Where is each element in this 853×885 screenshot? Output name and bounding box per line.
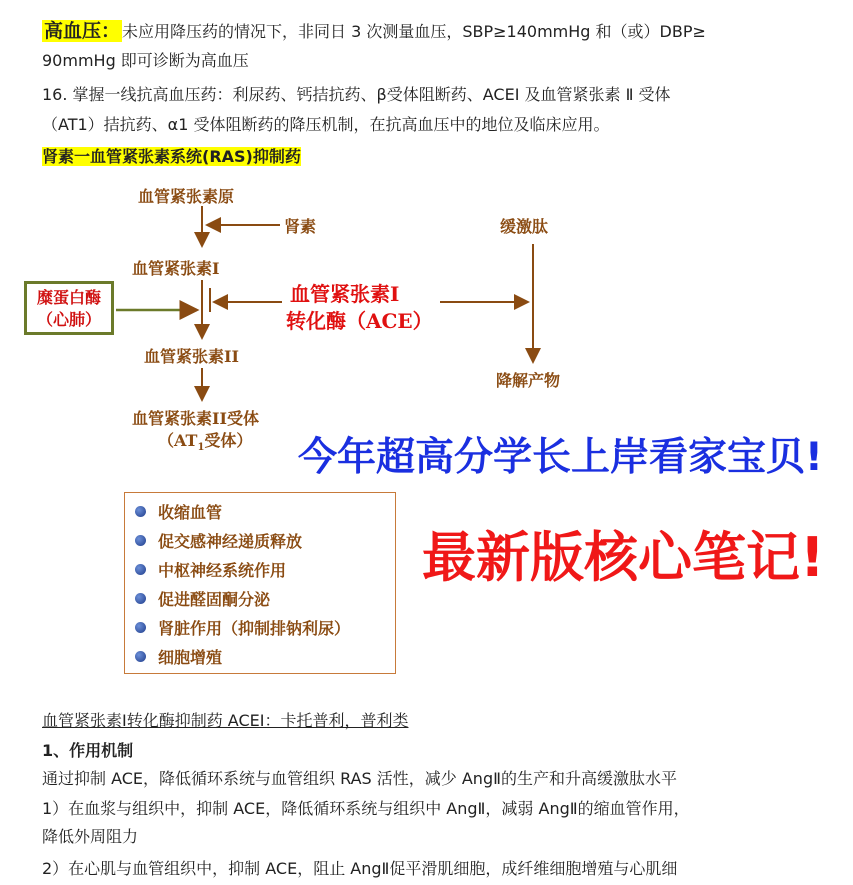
effect-label: 促进醛固酮分泌 xyxy=(158,589,271,609)
acei-paragraph-4: 2）在心肌与血管组织中，抑制 ACE，阻止 AngⅡ促平滑肌细胞，成纤维细胞增殖与心肌细 xyxy=(42,859,678,878)
acei-paragraph-1: 通过抑制 ACE，降低循环系统与血管组织 RAS 活性，减少 AngⅡ的生产和升高缓激肽水平 xyxy=(42,769,677,788)
effect-label: 收缩血管 xyxy=(158,502,223,522)
effects-box xyxy=(124,492,396,674)
effect-item xyxy=(135,586,270,610)
acei-paragraph-2: 1）在血浆与组织中，抑制 ACE，降低循环系统与组织中 AngⅡ，减弱 AngⅡ的缩血管作用， xyxy=(42,799,690,818)
promo-line-1: 今年超高分学长上岸看家宝贝! xyxy=(298,435,823,480)
section-title-text: 肾素一血管紧张素系统(RAS)抑制药 xyxy=(42,147,301,166)
effect-item xyxy=(135,615,350,639)
label-renin: 肾素 xyxy=(284,217,317,236)
intro-line-2: 90mmHg 即可诊断为高血压 xyxy=(42,51,249,70)
label-ace-line2: 转化酶（ACE） xyxy=(286,309,433,333)
intro-line-4: （AT1）拮抗药、α1 受体阻断药的降压机制，在抗高血压中的地位及临床应用。 xyxy=(42,115,610,134)
chymase-line2: （心肺） xyxy=(36,310,101,329)
acei-paragraph-3: 降低外周阻力 xyxy=(42,827,139,846)
effect-label: 肾脏作用（抑制排钠利尿） xyxy=(158,618,351,638)
label-at1-receptor xyxy=(158,428,252,453)
acei-subheading-mechanism: 1、作用机制 xyxy=(42,741,134,760)
label-degradation-products: 降解产物 xyxy=(496,371,561,390)
label-at-receptor: 血管紧张素II受体 xyxy=(132,409,259,428)
bullet-icon xyxy=(135,622,146,633)
intro-line-3: 16. 掌握一线抗高血压药：利尿药、钙拮抗药、β受体阻断药、ACEI 及血管紧张素 Ⅱ 受体 xyxy=(42,85,671,104)
hypertension-definition: 未应用降压药的情况下，非同日 3 次测量血压，SBP≥140mmHg 和（或）DBP≥ xyxy=(122,22,706,41)
label-angiotensin-1: 血管紧张素I xyxy=(132,259,220,278)
label-angiotensinogen: 血管紧张素原 xyxy=(138,187,235,206)
label-ace-line1: 血管紧张素I xyxy=(290,282,400,306)
receptor-line2-a: （AT xyxy=(158,431,198,450)
acei-heading: 血管紧张素Ⅰ转化酶抑制药 ACEI：卡托普利，普利类 xyxy=(42,711,409,730)
bullet-icon xyxy=(135,593,146,604)
receptor-subscript: 1 xyxy=(197,442,205,454)
effect-item xyxy=(135,528,302,552)
chymase-box xyxy=(24,281,114,335)
label-bradykinin: 缓激肽 xyxy=(500,217,549,236)
term-hypertension: 高血压： xyxy=(44,20,121,42)
bullet-icon xyxy=(135,535,146,546)
bullet-icon xyxy=(135,651,146,662)
effect-label: 促交感神经递质释放 xyxy=(158,531,303,551)
effect-label: 细胞增殖 xyxy=(158,647,223,667)
chymase-line1: 糜蛋白酶 xyxy=(36,288,101,307)
label-angiotensin-2: 血管紧张素II xyxy=(144,347,239,366)
promo-line-2: 最新版核心笔记! xyxy=(422,526,825,589)
bullet-icon xyxy=(135,506,146,517)
effect-label: 中枢神经系统作用 xyxy=(158,560,287,580)
receptor-line2-b: 受体） xyxy=(204,431,253,450)
effect-item xyxy=(135,644,222,668)
effect-item xyxy=(135,499,222,523)
effect-item xyxy=(135,557,286,581)
bullet-icon xyxy=(135,564,146,575)
